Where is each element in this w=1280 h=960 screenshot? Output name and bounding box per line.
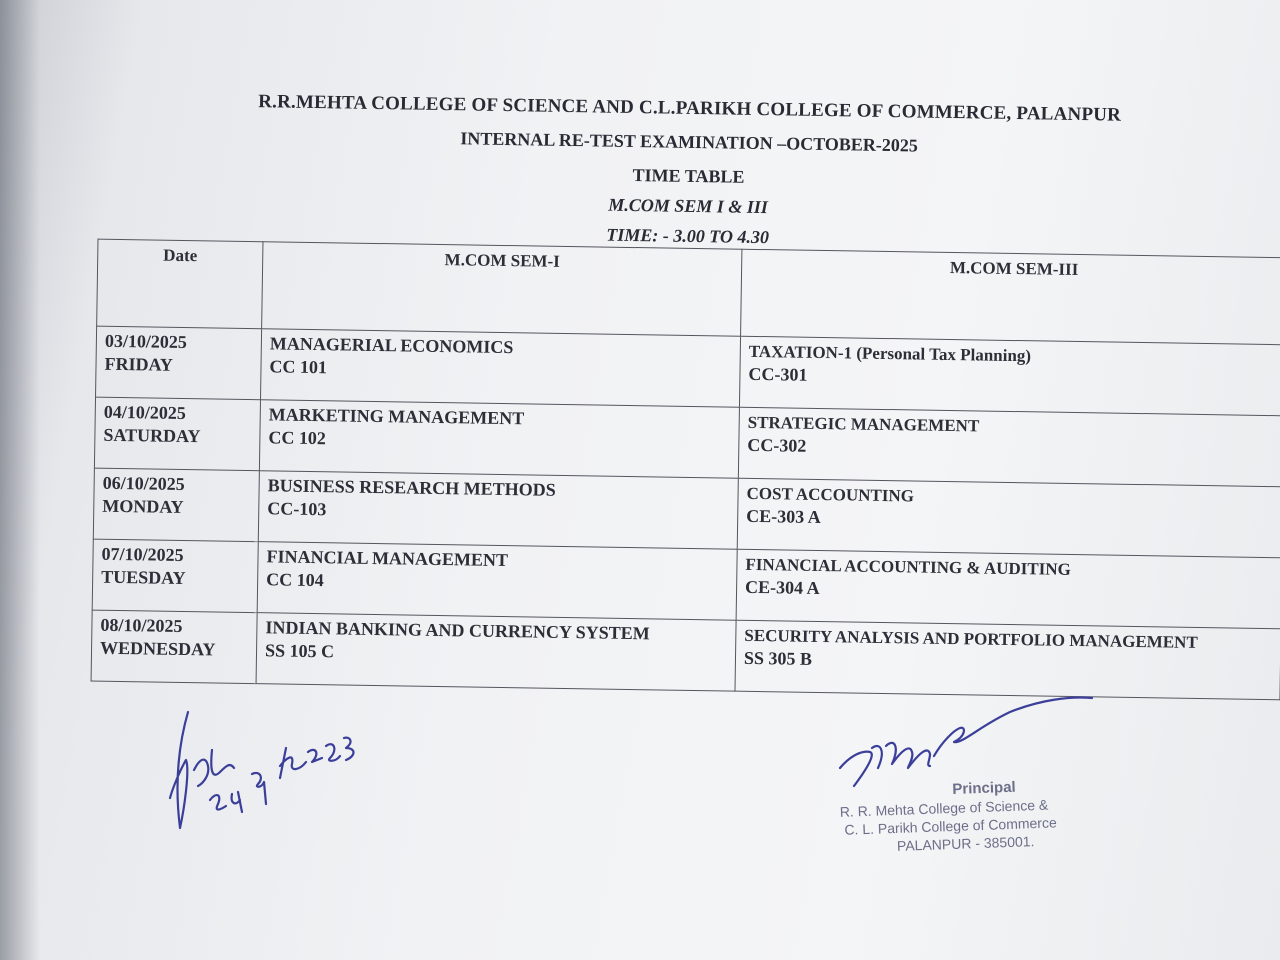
sem1-cell: [261, 329, 741, 408]
sem1-cell: [256, 613, 736, 692]
date-cell: [96, 326, 262, 400]
date: 07/10/2025: [101, 543, 184, 565]
timetable: [91, 239, 1280, 701]
sem1-subject: MARKETING MANAGEMENT: [268, 404, 525, 429]
col-header-sem1: M.COM SEM-I: [262, 242, 742, 337]
sem1-code: CC 104: [266, 569, 324, 591]
date-cell: [94, 397, 260, 471]
exam-title: INTERNAL RE-TEST EXAMINATION –OCTOBER-2025: [460, 128, 919, 156]
day: MONDAY: [102, 495, 184, 517]
sem3-code: CE-303 A: [746, 505, 821, 528]
sem1-cell: [258, 471, 738, 550]
sem3-code: SS 305 B: [743, 647, 813, 669]
sem3-cell: [737, 478, 1280, 558]
sem1-subject: BUSINESS RESEARCH METHODS: [267, 475, 556, 500]
sem3-subject: SECURITY ANALYSIS AND PORTFOLIO MANAGEMENT: [744, 625, 1198, 652]
day: FRIDAY: [104, 353, 174, 375]
day: SATURDAY: [103, 424, 201, 447]
stamp-line-2: C. L. Parikh College of Commerce: [844, 814, 1057, 838]
sem3-subject: COST ACCOUNTING: [746, 483, 915, 506]
sem1-subject: MANAGERIAL ECONOMICS: [269, 333, 514, 358]
date: 04/10/2025: [103, 401, 186, 424]
day: WEDNESDAY: [99, 637, 216, 660]
sem3-code: CC-302: [747, 434, 807, 456]
course-title: M.COM SEM I & III: [608, 194, 769, 218]
handwritten-signature-left: [150, 700, 380, 840]
page-edge-shadow: [0, 0, 40, 960]
sem1-code: CC-103: [267, 498, 327, 520]
exam-time: TIME: - 3.00 TO 4.30: [606, 224, 770, 248]
stamp-title: Principal: [952, 778, 1016, 798]
sem3-cell: [735, 620, 1280, 700]
sem1-code: CC 101: [269, 356, 328, 378]
date-cell: [93, 468, 259, 542]
college-name: R.R.MEHTA COLLEGE OF SCIENCE AND C.L.PARIKH COLLEGE OF COMMERCE, PALANPUR: [258, 91, 1122, 126]
col-header-date: Date: [97, 239, 263, 329]
date: 08/10/2025: [100, 614, 183, 636]
sem1-cell: [257, 542, 737, 621]
sem3-cell: [739, 336, 1280, 416]
doc-type: TIME TABLE: [632, 165, 745, 187]
date-cell: [92, 539, 258, 613]
date-cell: [91, 610, 257, 684]
sem1-cell: [259, 400, 739, 479]
sem3-code: CC-301: [748, 363, 808, 385]
col-header-sem3: M.COM SEM-III: [741, 249, 1280, 345]
principal-stamp: [839, 775, 1121, 857]
sem1-subject: INDIAN BANKING AND CURRENCY SYSTEM: [265, 617, 650, 644]
date: 06/10/2025: [102, 472, 185, 495]
stamp-line-3: PALANPUR - 385001.: [896, 833, 1035, 854]
day: TUESDAY: [101, 566, 186, 589]
sem3-subject: TAXATION-1 (Personal Tax Planning): [748, 341, 1032, 366]
sem3-code: CE-304 A: [744, 576, 820, 598]
sem1-code: CC 102: [268, 427, 327, 449]
sem3-subject: STRATEGIC MANAGEMENT: [747, 412, 980, 436]
date: 03/10/2025: [104, 330, 188, 353]
sem1-subject: FINANCIAL MANAGEMENT: [266, 546, 509, 571]
sem3-cell: [738, 407, 1280, 487]
sem3-cell: [736, 549, 1280, 629]
stamp-line-1: R. R. Mehta College of Science &: [839, 796, 1049, 820]
sem1-code: SS 105 C: [264, 640, 335, 662]
sem3-subject: FINANCIAL ACCOUNTING & AUDITING: [745, 554, 1071, 579]
